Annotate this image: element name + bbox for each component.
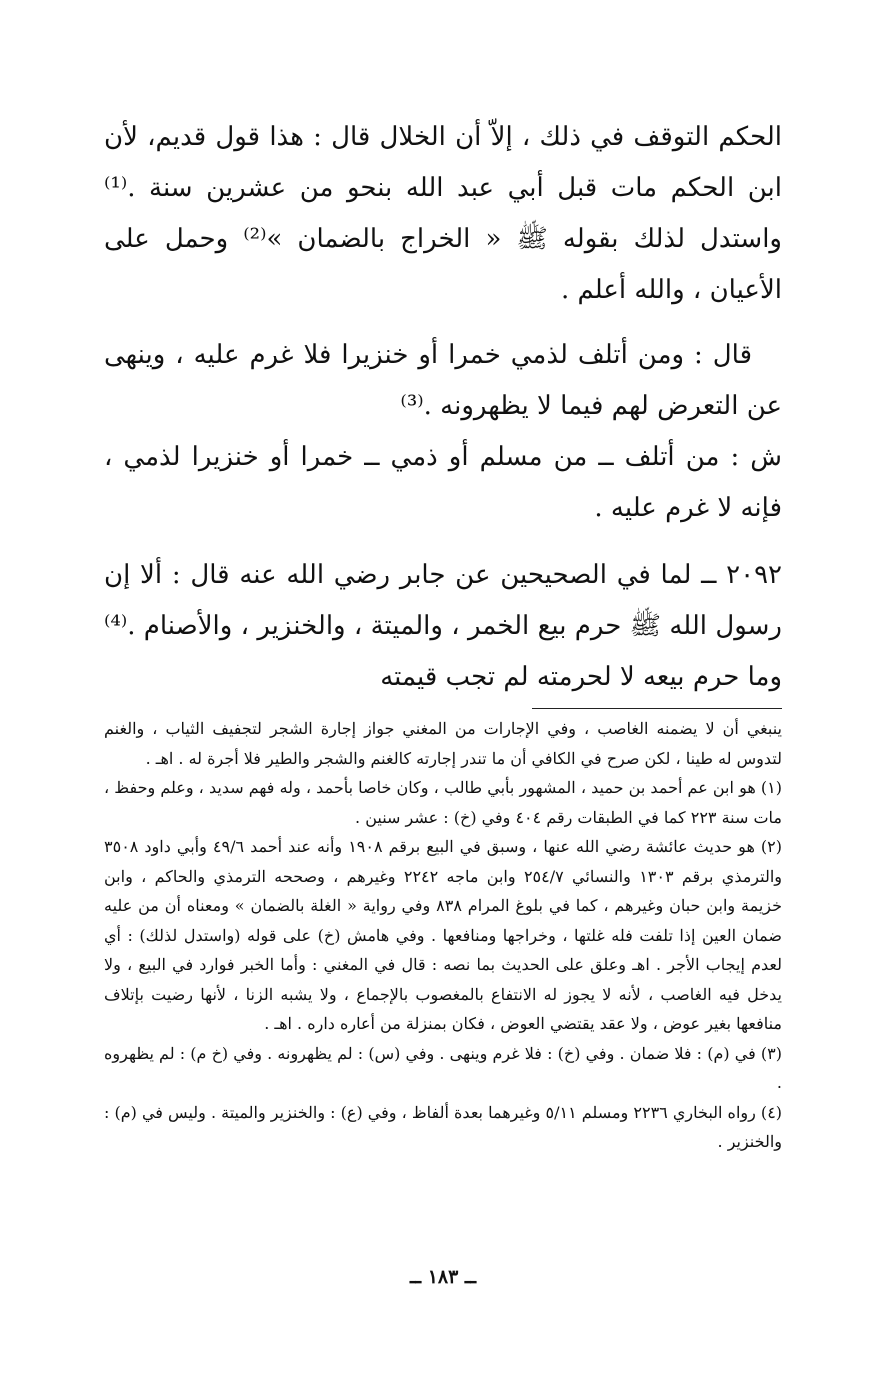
paragraph-hadith-2092: ٢٠٩٢ ــ لما في الصحيحين عن جابر رضي الله عنه قال : ألا إن رسول الله ﷺ حرم بيع الخمر ، والميتة ، والخنزير ، والأصنام .⁽⁴⁾ وما حرم بيعه لا لحرمته لم تجب قيمته bbox=[104, 560, 782, 692]
paragraph-sharh: ش : من أتلف ــ من مسلم أو ذمي ــ خمرا أو خنزيرا لذمي ، فإنه لا غرم عليه . bbox=[104, 442, 782, 523]
footnote-4: (٤) رواه البخاري ٢٢٣٦ ومسلم ٥/١١ وغيرهما بعدة ألفاظ ، وفي (ع) : والخنزير والميتة . وليس في (م) : والخنزير . bbox=[104, 1102, 783, 1151]
footnotes bbox=[104, 714, 782, 1157]
footnote-2: (٢) هو حديث عائشة رضي الله عنها ، وسبق في البيع برقم ١٩٠٨ وأنه عند أحمد ٤٩/٦ وأبي داود ٣٥٠٨ والترمذي برقم ١٣٠٣ والنسائي ٢٥٤/٧ وابن ماجه ٢٢٤٢ وغيرهم ، وصححه الترمذي والحاكم ، وابن خزيمة وابن حبان وغيرهم ، كما في بلوغ المرام ٨٣٨ وفي رواية « الغلة بالضمان » ومعناه أن من عليه ضمان العين إذا تلفت فله غلتها ، وخراجها ومنافعها . وفي هامش (خ) على قوله (واستدل لذلك) : أي لعدم إيجاب الأجر . اهـ وعلق على الحديث بما نصه : قال في المغني : وأما الخبر فوارد في البيع ، ولا يدخل فيه الغاصب ، لأنه لا يجوز له الانتفاع بالمغصوب بالإجماع ، ولا يشبه الزنا ، لأنها رضيت بإتلاف منافعها بغير عوض ، ولا عقد يقتضي العوض ، فكان بمنزلة من أعاره داره . اهـ . bbox=[104, 837, 783, 1033]
footnote-separator bbox=[532, 708, 782, 709]
main-text bbox=[104, 112, 782, 703]
footnote-3: (٣) في (م) : فلا ضمان . وفي (خ) : فلا غرم وينهى . وفي (س) : لم يظهرونه . وفي (خ م) : لم يظهروه . bbox=[104, 1043, 782, 1092]
footnote-continued: ينبغي أن لا يضمنه الغاصب ، وفي الإجارات من المغني جواز إجارة الشجر لتجفيف الثياب ، والغنم لتدوس له طينا ، لكن صرح في الكافي أن ما تندر إجارته كالغنم والشجر والطير فلا أجرة له . اهـ . bbox=[104, 719, 782, 768]
paragraph-matn: قال : ومن أتلف لذمي خمرا أو خنزيرا فلا غرم عليه ، وينهى عن التعرض لهم فيما لا يظهرونه .⁽³⁾ bbox=[104, 340, 782, 421]
footnote-1: (١) هو ابن عم أحمد بن حميد ، المشهور بأبي طالب ، وكان خاصا بأحمد ، وله فهم سديد ، وعلم وحفظ ، مات سنة ٢٢٣ كما في الطبقات رقم ٤٠٤ وفي (خ) : عشر سنين . bbox=[104, 778, 782, 827]
paragraph-commentary-end: الحكم التوقف في ذلك ، إلاّ أن الخلال قال : هذا قول قديم، لأن ابن الحكم مات قبل أبي عبد الله بنحو من عشرين سنة .⁽¹⁾ واستدل لذلك بقوله ﷺ « الخراج بالضمان »⁽²⁾ وحمل على الأعيان ، والله أعلم . bbox=[104, 122, 782, 305]
page-number: ــ ١٨٣ ــ bbox=[409, 1266, 477, 1288]
